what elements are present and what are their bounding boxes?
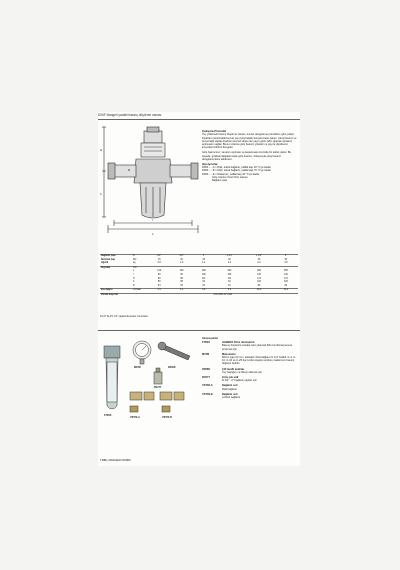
- table-cell: 64: [202, 281, 206, 284]
- accessory-code: VST06-A: [202, 384, 213, 388]
- accessory-code: VST06-B: [202, 392, 213, 396]
- option-line: D06F - ...B = Dişli, erkek bağlantı, pafllal kap 70 °C'ye kadar: [202, 169, 271, 173]
- option-line: D06F - ...A = Dişli, erkek bağlantı, pafllal kap 40 °C'ye kadar: [202, 166, 271, 170]
- accessory-code: F76SS: [202, 341, 210, 345]
- accessory-description: Dişli bağlantı: [222, 387, 237, 391]
- table-cell: 32: [228, 258, 231, 261]
- acc-label: ZR06K: [168, 366, 176, 369]
- accessory-name: Çift taraflı anahtar: [222, 367, 245, 371]
- table-cell: 2.4: [148, 289, 170, 294]
- table-cell: 130: [257, 273, 261, 276]
- accessory-description: R 3/4" - 2" bağlantı çapları için: [222, 379, 257, 383]
- accessory-item: [202, 376, 298, 382]
- table-cell: 61: [228, 284, 231, 287]
- accessory-item: [202, 368, 298, 374]
- table-cell: 40: [257, 258, 261, 261]
- row-unit: l: [133, 273, 134, 276]
- dim-label-R: R: [128, 168, 131, 172]
- row-unit: DN: [133, 258, 137, 261]
- table-cell: 1 1/2": [244, 255, 274, 259]
- table-cell: 50: [284, 258, 288, 261]
- row-label: Boyutlar: [100, 266, 132, 270]
- row-unit: kg: [133, 262, 136, 265]
- accessory-name: Manometre: [222, 352, 236, 356]
- table-cell: 2": [274, 255, 298, 259]
- dim-label-l: l: [152, 218, 153, 222]
- table-cell: 4.5: [284, 262, 288, 265]
- table-cell: 0.8: [157, 262, 161, 265]
- acc-label: VST06-B: [162, 416, 172, 419]
- table-cell: 89: [157, 277, 161, 280]
- table-cell: 2.3: [257, 262, 261, 265]
- table-cell: 2.2: [227, 262, 232, 265]
- row-unit: H: [133, 277, 135, 280]
- table-cell: 82: [257, 284, 261, 287]
- table-cell: 54: [157, 284, 161, 287]
- accessory-code: RV277: [202, 376, 210, 380]
- table-cell: 126: [283, 281, 288, 284]
- accessory-desc-block: [222, 376, 298, 382]
- table-cell: 10.6: [244, 289, 274, 294]
- table-cell: 61: [202, 284, 206, 287]
- row-label: DVGW-Kayıt No: [100, 293, 132, 297]
- table-cell: 15: [157, 258, 161, 261]
- table-cell: 140: [283, 273, 288, 276]
- row-unit: L: [133, 270, 135, 273]
- accessory-item: [202, 384, 298, 390]
- description-paragraph-1: Yay yüklemeli basınç düşürme vanası, kuvvet dengeleme prensibine göre çalışır. Diyafram (üzerindeki kuvvet yay (üzerindeki) kuvvete karşı çalışır. Çıkış basıncı ve buna bağlı olarak diyafram kuvveti düşer ise yayın gücü (altın gelerek vanasını açılmasını sağlar. Bunun üzerine giriş basıncı yükselir ve yay ile diyaframın kuvvetleri birbirini dengeler.: [202, 133, 297, 150]
- table-cell: 126: [257, 281, 261, 284]
- table-cell: 111: [227, 277, 232, 280]
- table-cell: 64: [228, 281, 231, 284]
- dim-label-H: H: [100, 148, 103, 152]
- row-unit: m³/saat: [132, 289, 148, 294]
- dim-label-h: h: [100, 192, 102, 196]
- option-line: D06F - ...E = Rakorsuz, pafllal kap 40 °C'ye kadar: [202, 172, 260, 176]
- accessory-description: Basınç düşürücü vanalar tara yıkamalı filtre kombinasyonuna çevirmek için: [222, 344, 293, 351]
- accessories-list: [202, 337, 298, 401]
- table-cell: 255: [283, 270, 288, 273]
- table-cell: 82: [284, 284, 288, 287]
- table-cell: 58: [157, 281, 161, 284]
- accessory-description: Lehimli bağlantı: [222, 396, 241, 400]
- table-cell: 12.0: [274, 289, 298, 294]
- description-paragraph-2: Giriş basıncının, vananın açılması ve kapanması üzerinde bir etkisi yoktur. Bu sayede, girişteki dalgalanmalar giriş basıncı, dolayısıyla çıkış basıncı dengelenmesini etkilemez.: [202, 151, 292, 161]
- table-cell: 100: [201, 273, 206, 276]
- table-cell: 3.1: [170, 289, 192, 294]
- description-title: Çalışma Prensibi: [202, 129, 227, 133]
- description-column: [202, 130, 298, 183]
- accessory-item: [202, 393, 298, 399]
- row-label: Bağlantı Çapı: [100, 255, 132, 259]
- accessory-code: M07M: [202, 352, 210, 356]
- table-cell: 160: [179, 270, 184, 273]
- options-note-2: Bağlantı çapı: [212, 179, 228, 183]
- row-label: kvs değeri: [100, 289, 132, 294]
- dim-label-L: L: [152, 232, 154, 236]
- accessory-name: Giriş çek-valf: [222, 376, 239, 380]
- table-cell: 180: [201, 270, 206, 273]
- table-cell: 1.0: [180, 262, 184, 265]
- table-cell: 173: [257, 277, 261, 280]
- table-cell: DW-6330 AT 2314: [148, 293, 298, 297]
- dimensions-table: [100, 254, 298, 298]
- accessory-desc-block: [222, 393, 298, 399]
- page-header: D06F tiiangeli yaralki basınç düşürme vanası: [98, 113, 162, 117]
- table-cell: 20: [180, 258, 183, 261]
- table-cell: 200: [227, 270, 232, 273]
- acc-label: RV277: [154, 386, 162, 389]
- table-cell: 54: [180, 284, 183, 287]
- page-footer: TR8H-1002GE23 R0806: [100, 458, 131, 462]
- table-cell: 3/4": [170, 255, 192, 259]
- accessory-desc-block: [222, 368, 298, 374]
- accessory-description: Yay başlığını ve filtreyi sökmek için: [222, 370, 263, 374]
- row-unit: [132, 293, 148, 297]
- acc-label: VST06-A: [130, 416, 140, 419]
- table-cell: 1 1/4": [215, 255, 245, 259]
- table-cell: 1": [193, 255, 215, 259]
- table-cell: 1/2": [148, 255, 170, 259]
- accessory-description: 50mm çapı 63 mm, arkadan nihai bağlantı G 1/4" Arallık: 0–4, 0–10, 0–16 ve 0–25 bar Lütfen sipariş verirken maksimum basınç değerini belirtin: [222, 356, 297, 366]
- table-cell: 58: [180, 281, 183, 284]
- section-rule: [98, 330, 300, 331]
- options-note: Giriş üzerine Özel Orün erkeen: [212, 176, 248, 180]
- table-row: [100, 293, 298, 297]
- table-cell: 80: [157, 273, 161, 276]
- accessory-item: [202, 341, 298, 351]
- row-label: Ağırlık: [101, 262, 109, 265]
- table-cell: 89: [180, 277, 183, 280]
- accessories-illustration: [100, 336, 200, 446]
- table-cell: 173: [283, 277, 288, 280]
- table-footnote: R 1/2" ila R 1 1/4" çaplarında kesfer zorunludur.: [100, 316, 149, 318]
- row-label: Nominal Çap: [101, 258, 116, 261]
- accessory-desc-block: [222, 384, 298, 390]
- row-unit: mm: [132, 266, 148, 270]
- table-cell: 5.8: [193, 289, 215, 294]
- valve-dimension-diagram: [100, 125, 200, 247]
- row-unit: h: [133, 281, 135, 284]
- header-rule: [98, 119, 300, 120]
- table-cell: 90: [180, 273, 183, 276]
- table-cell: 5.9: [215, 289, 245, 294]
- table-cell: 1.4: [202, 262, 206, 265]
- table-cell: 111: [201, 277, 206, 280]
- accessory-desc-block: [222, 341, 298, 351]
- table-cell: 140: [157, 270, 162, 273]
- row-unit: D: [133, 284, 135, 287]
- table-cell: 25: [202, 258, 206, 261]
- options-title: Opsiyonlar: [202, 161, 218, 166]
- table-cell: 225: [257, 270, 261, 273]
- row-unit: R: [132, 255, 148, 259]
- accessory-desc-block: [222, 353, 298, 366]
- table-cell: 105: [227, 273, 232, 276]
- accessories-title: Aksesuarlar: [202, 336, 219, 340]
- accessory-code: ZR06K: [202, 367, 211, 371]
- accessory-name: Bağlantı seti: [222, 392, 238, 396]
- acc-label: M07M: [134, 366, 141, 369]
- accessory-name: HABEDO Filtre dönüşümü: [222, 341, 255, 345]
- acc-label: F76SS: [104, 414, 112, 417]
- accessory-item: [202, 353, 298, 366]
- accessory-name: Bağlantı seti: [222, 384, 238, 388]
